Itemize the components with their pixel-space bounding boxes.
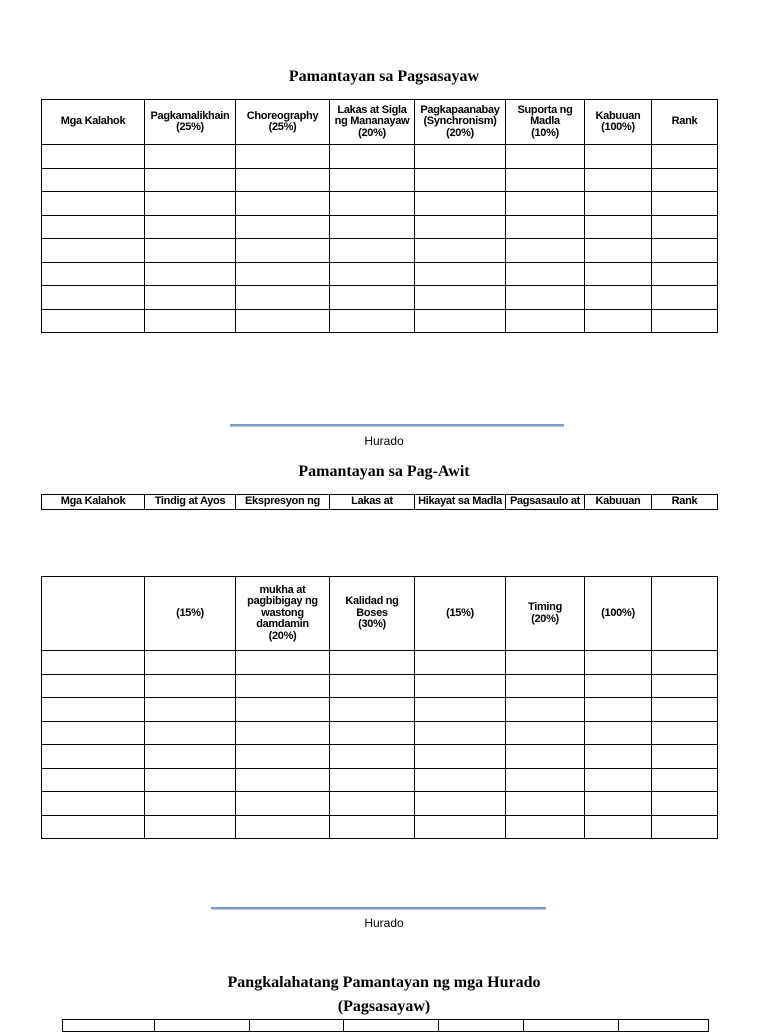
score-entry-cell[interactable]	[585, 309, 652, 333]
score-entry-cell[interactable]	[236, 168, 330, 192]
score-entry-cell[interactable]	[415, 309, 506, 333]
score-entry-cell[interactable]	[652, 698, 718, 722]
score-entry-cell[interactable]	[330, 309, 415, 333]
score-entry-cell[interactable]	[330, 815, 415, 839]
score-entry-cell[interactable]	[415, 168, 506, 192]
score-entry-cell[interactable]	[652, 768, 718, 792]
score-entry-cell[interactable]	[506, 745, 585, 769]
judge-label: Hurado	[364, 434, 404, 448]
header-cell: Suporta ng Madla (10%)	[506, 100, 585, 145]
score-entry-cell[interactable]	[145, 768, 236, 792]
score-entry-cell[interactable]	[652, 815, 718, 839]
table-row	[42, 698, 718, 722]
score-entry-cell[interactable]	[585, 674, 652, 698]
header-cell: Rank	[652, 100, 718, 145]
score-entry-cell[interactable]	[330, 286, 415, 310]
score-entry-cell[interactable]	[506, 168, 585, 192]
score-entry-cell[interactable]	[145, 262, 236, 286]
score-entry-cell[interactable]	[415, 651, 506, 675]
score-entry-cell[interactable]	[415, 192, 506, 216]
score-entry-cell[interactable]	[652, 792, 718, 816]
score-entry-cell[interactable]	[506, 651, 585, 675]
score-entry-cell[interactable]	[145, 309, 236, 333]
score-entry-cell[interactable]	[506, 309, 585, 333]
section3-title: Pangkalahatang Pamantayan ng mga Hurado	[227, 974, 541, 991]
score-entry-cell[interactable]	[585, 651, 652, 675]
table-cell	[250, 1020, 344, 1032]
table-row	[42, 792, 718, 816]
score-entry-cell[interactable]	[585, 721, 652, 745]
score-entry-cell[interactable]	[145, 674, 236, 698]
score-entry-cell[interactable]	[42, 792, 145, 816]
header-cell: Pagkamalikhain (25%)	[145, 100, 236, 145]
score-entry-cell[interactable]	[330, 239, 415, 263]
score-entry-cell[interactable]	[652, 309, 718, 333]
score-entry-cell[interactable]	[236, 721, 330, 745]
table-row	[42, 239, 718, 263]
table-cell	[619, 1020, 709, 1032]
score-entry-cell[interactable]	[415, 286, 506, 310]
judge-label: Hurado	[364, 916, 404, 930]
score-entry-cell[interactable]	[506, 145, 585, 169]
header-cell	[652, 577, 718, 651]
score-entry-cell[interactable]	[330, 651, 415, 675]
score-entry-cell[interactable]	[415, 698, 506, 722]
score-entry-cell[interactable]	[585, 768, 652, 792]
score-entry-cell[interactable]	[42, 698, 145, 722]
score-entry-cell[interactable]	[330, 698, 415, 722]
score-entry-cell[interactable]	[42, 145, 145, 169]
score-entry-cell[interactable]	[330, 168, 415, 192]
score-entry-cell[interactable]	[42, 192, 145, 216]
table-row	[42, 674, 718, 698]
score-entry-cell[interactable]	[652, 145, 718, 169]
table-header-row	[42, 577, 718, 651]
score-entry-cell[interactable]	[236, 145, 330, 169]
score-entry-cell[interactable]	[145, 239, 236, 263]
table-row	[42, 651, 718, 675]
score-entry-cell[interactable]	[42, 262, 145, 286]
table-row	[42, 286, 718, 310]
score-entry-cell[interactable]	[42, 721, 145, 745]
score-entry-cell[interactable]	[145, 815, 236, 839]
score-entry-cell[interactable]	[145, 721, 236, 745]
score-entry-cell[interactable]	[236, 286, 330, 310]
table-cell	[344, 1020, 439, 1032]
table-row	[42, 721, 718, 745]
table-header-row	[63, 1020, 709, 1032]
table-row	[42, 745, 718, 769]
header-cell: Mga Kalahok	[42, 100, 145, 145]
score-entry-cell[interactable]	[506, 721, 585, 745]
section3-subtitle: (Pagsasayaw)	[337, 998, 431, 1015]
score-entry-cell[interactable]	[506, 768, 585, 792]
table-header-row	[42, 495, 718, 510]
table-row	[42, 262, 718, 286]
score-entry-cell[interactable]	[330, 674, 415, 698]
table-cell	[524, 1020, 619, 1032]
singing-criteria-table	[41, 576, 718, 839]
score-entry-cell[interactable]	[415, 215, 506, 239]
score-entry-cell[interactable]	[652, 651, 718, 675]
score-entry-cell[interactable]	[652, 745, 718, 769]
score-entry-cell[interactable]	[585, 745, 652, 769]
score-entry-cell[interactable]	[585, 239, 652, 263]
score-entry-cell[interactable]	[506, 215, 585, 239]
score-entry-cell[interactable]	[236, 309, 330, 333]
score-entry-cell[interactable]	[585, 815, 652, 839]
score-entry-cell[interactable]	[145, 168, 236, 192]
score-entry-cell[interactable]	[145, 745, 236, 769]
header-cell: Kabuuan	[585, 495, 652, 510]
dance-criteria-table	[41, 99, 718, 333]
score-entry-cell[interactable]	[42, 309, 145, 333]
header-cell: (100%)	[585, 577, 652, 651]
score-entry-cell[interactable]	[42, 286, 145, 310]
score-entry-cell[interactable]	[236, 815, 330, 839]
table-row	[42, 192, 718, 216]
score-entry-cell[interactable]	[236, 239, 330, 263]
score-entry-cell[interactable]	[330, 768, 415, 792]
score-entry-cell[interactable]	[585, 262, 652, 286]
header-cell: Mga Kalahok	[42, 495, 145, 510]
score-entry-cell[interactable]	[42, 168, 145, 192]
score-entry-cell[interactable]	[42, 745, 145, 769]
signature-line	[230, 424, 564, 426]
score-entry-cell[interactable]	[42, 215, 145, 239]
score-entry-cell[interactable]	[652, 721, 718, 745]
score-entry-cell[interactable]	[415, 674, 506, 698]
score-entry-cell[interactable]	[415, 262, 506, 286]
score-entry-cell[interactable]	[236, 262, 330, 286]
score-entry-cell[interactable]	[236, 192, 330, 216]
score-entry-cell[interactable]	[506, 674, 585, 698]
table-row	[42, 815, 718, 839]
score-entry-cell[interactable]	[330, 792, 415, 816]
score-entry-cell[interactable]	[506, 286, 585, 310]
score-entry-cell[interactable]	[415, 721, 506, 745]
header-cell: Lakas at	[330, 495, 415, 510]
score-entry-cell[interactable]	[585, 792, 652, 816]
table-row	[42, 768, 718, 792]
score-entry-cell[interactable]	[42, 651, 145, 675]
score-entry-cell[interactable]	[145, 698, 236, 722]
score-entry-cell[interactable]	[145, 192, 236, 216]
score-entry-cell[interactable]	[585, 215, 652, 239]
score-entry-cell[interactable]	[652, 674, 718, 698]
score-entry-cell[interactable]	[145, 792, 236, 816]
score-entry-cell[interactable]	[236, 768, 330, 792]
score-entry-cell[interactable]	[652, 168, 718, 192]
score-entry-cell[interactable]	[145, 145, 236, 169]
score-entry-cell[interactable]	[236, 674, 330, 698]
header-cell: Tindig at Ayos	[145, 495, 236, 510]
score-entry-cell[interactable]	[145, 651, 236, 675]
score-entry-cell[interactable]	[652, 286, 718, 310]
table-row	[42, 215, 718, 239]
score-entry-cell[interactable]	[330, 262, 415, 286]
score-entry-cell[interactable]	[585, 168, 652, 192]
table-row	[42, 309, 718, 333]
header-cell: Hikayat sa Madla	[415, 495, 506, 510]
score-entry-cell[interactable]	[330, 721, 415, 745]
table-row	[42, 168, 718, 192]
table-row	[42, 145, 718, 169]
score-entry-cell[interactable]	[145, 215, 236, 239]
singing-criteria-header-strip	[41, 494, 718, 510]
score-entry-cell[interactable]	[330, 215, 415, 239]
score-entry-cell[interactable]	[236, 698, 330, 722]
score-entry-cell[interactable]	[236, 792, 330, 816]
header-cell: Pagkapaanabay (Synchronism) (20%)	[415, 100, 506, 145]
score-entry-cell[interactable]	[506, 262, 585, 286]
score-entry-cell[interactable]	[415, 145, 506, 169]
header-cell: Lakas at Sigla ng Mananayaw (20%)	[330, 100, 415, 145]
score-entry-cell[interactable]	[506, 192, 585, 216]
score-entry-cell[interactable]	[42, 674, 145, 698]
score-entry-cell[interactable]	[415, 745, 506, 769]
score-entry-cell[interactable]	[330, 192, 415, 216]
score-entry-cell[interactable]	[506, 792, 585, 816]
score-entry-cell[interactable]	[415, 239, 506, 263]
score-entry-cell[interactable]	[330, 145, 415, 169]
score-entry-cell[interactable]	[42, 768, 145, 792]
score-entry-cell[interactable]	[652, 192, 718, 216]
header-cell: (15%)	[415, 577, 506, 651]
header-cell: Choreography (25%)	[236, 100, 330, 145]
score-entry-cell[interactable]	[415, 768, 506, 792]
signature-line	[211, 907, 546, 909]
score-entry-cell[interactable]	[585, 192, 652, 216]
score-entry-cell[interactable]	[145, 286, 236, 310]
score-entry-cell[interactable]	[506, 239, 585, 263]
section1-title: Pamantayan sa Pagsasayaw	[288, 68, 480, 85]
score-entry-cell[interactable]	[415, 792, 506, 816]
table-cell	[155, 1020, 250, 1032]
header-cell: mukha at pagbibigay ng wastong damdamin (20%)	[236, 577, 330, 651]
header-cell: Kalidad ng Boses (30%)	[330, 577, 415, 651]
header-cell: Ekspresyon ng	[236, 495, 330, 510]
header-cell	[42, 577, 145, 651]
score-entry-cell[interactable]	[585, 286, 652, 310]
score-entry-cell[interactable]	[415, 815, 506, 839]
score-entry-cell[interactable]	[330, 745, 415, 769]
score-entry-cell[interactable]	[585, 698, 652, 722]
header-cell: Timing (20%)	[506, 577, 585, 651]
score-entry-cell[interactable]	[652, 215, 718, 239]
score-entry-cell[interactable]	[506, 698, 585, 722]
table-header-row	[42, 100, 718, 145]
score-entry-cell[interactable]	[42, 239, 145, 263]
header-cell: Rank	[652, 495, 718, 510]
score-entry-cell[interactable]	[42, 815, 145, 839]
header-cell: Pagsasaulo at	[506, 495, 585, 510]
score-entry-cell[interactable]	[236, 745, 330, 769]
header-cell: (15%)	[145, 577, 236, 651]
header-cell: Kabuuan (100%)	[585, 100, 652, 145]
score-entry-cell[interactable]	[236, 651, 330, 675]
overall-criteria-table-fragment	[62, 1019, 709, 1032]
table-cell	[439, 1020, 524, 1032]
table-cell	[63, 1020, 155, 1032]
score-entry-cell[interactable]	[652, 262, 718, 286]
score-entry-cell[interactable]	[506, 815, 585, 839]
score-entry-cell[interactable]	[236, 215, 330, 239]
score-entry-cell[interactable]	[585, 145, 652, 169]
score-entry-cell[interactable]	[652, 239, 718, 263]
section2-title: Pamantayan sa Pag-Awit	[298, 463, 470, 480]
